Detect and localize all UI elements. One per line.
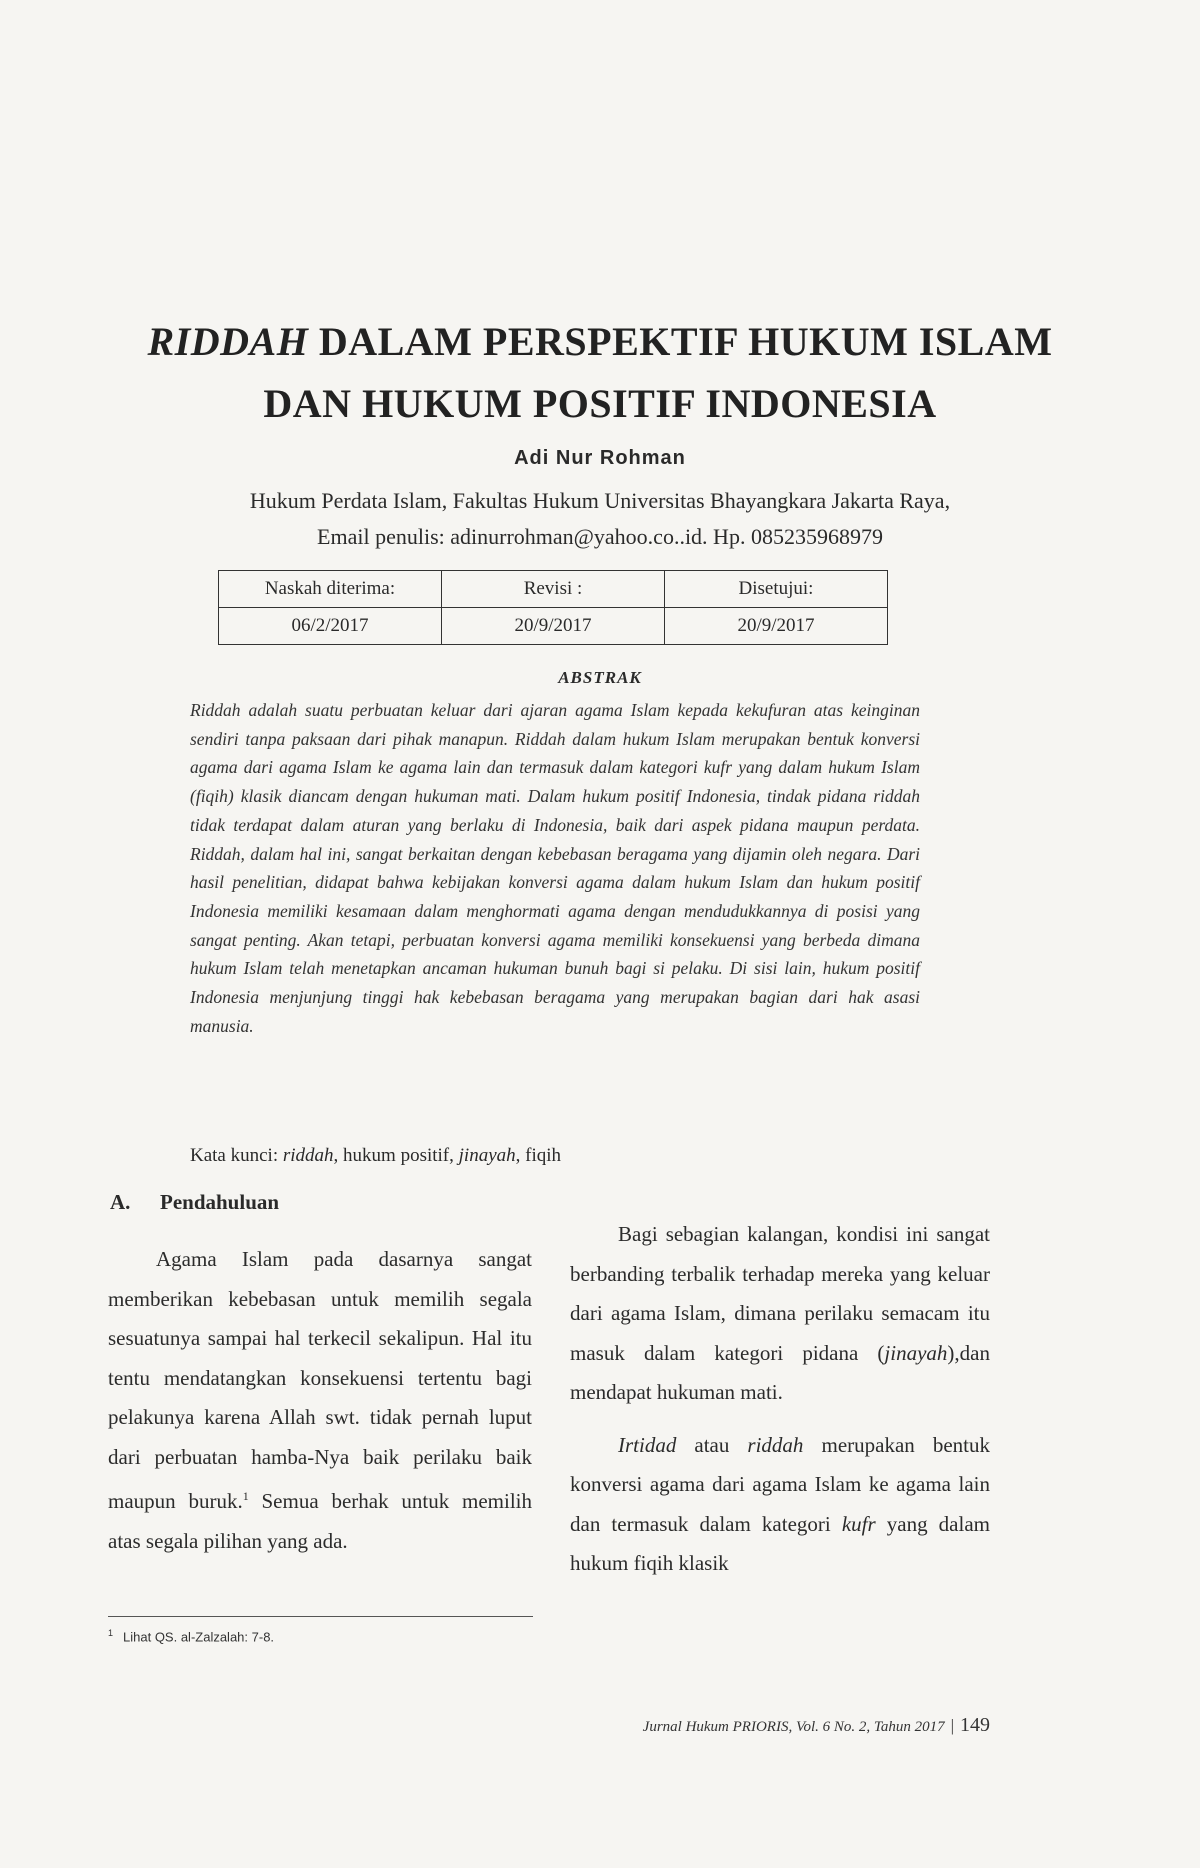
paragraph-text: Bagi sebagian kalangan, kondisi ini sangat berbanding terbalik terhadap mereka yang keluar dari agama Islam, dimana perilaku semacam itu masuk dalam kategori pidana ( bbox=[570, 1222, 990, 1365]
accepted-header: Disetujui: bbox=[665, 571, 888, 608]
keywords-tail: , fiqih bbox=[515, 1145, 562, 1166]
paragraph-text: Agama Islam pada dasarnya sangat memberikan kebebasan untuk memilih segala sesuatunya sampai hal terkecil sekalipun. Hal itu tentu mendatangkan konsekuensi tertentu bagi pelakunya karena Allah swt. tidak pernah luput dari perbuatan hamba-Nya baik perilaku baik maupun buruk. bbox=[108, 1247, 532, 1513]
author-name: Adi Nur Rohman bbox=[514, 447, 686, 469]
received-header: Naskah diterima: bbox=[219, 571, 442, 608]
paragraph-text: merupakan bentuk konversi agama dari agama Islam ke agama lain dan termasuk dalam kategori bbox=[570, 1432, 990, 1536]
body-paragraph bbox=[570, 1426, 990, 1584]
footnote-mark: 1 bbox=[108, 1628, 114, 1638]
section-number: A. bbox=[110, 1190, 131, 1214]
footer-separator: | bbox=[950, 1716, 954, 1735]
footnote-reference[interactable]: 1 bbox=[242, 1489, 249, 1503]
table-header-row bbox=[219, 571, 888, 608]
author-contact: Email penulis: adinurrohman@yahoo.co..id. Hp. 085235968979 bbox=[317, 524, 883, 549]
keywords-label: Kata kunci: bbox=[190, 1145, 283, 1166]
submission-dates-table bbox=[218, 570, 888, 645]
italic-term: jinayah bbox=[884, 1340, 948, 1365]
article-title-line-1 bbox=[100, 318, 1100, 365]
journal-citation: Jurnal Hukum PRIORIS, Vol. 6 No. 2, Tahun 2017 bbox=[642, 1719, 945, 1735]
section-title: Pendahuluan bbox=[160, 1190, 280, 1214]
keyword-riddah: riddah bbox=[282, 1145, 334, 1166]
keywords-separator: , hukum positif, bbox=[333, 1145, 459, 1166]
table-row bbox=[219, 608, 888, 645]
title-italic-term: RIDDAH bbox=[147, 319, 309, 364]
body-paragraph bbox=[108, 1240, 532, 1561]
footnote-divider bbox=[108, 1616, 533, 1617]
keyword-jinayah: jinayah bbox=[458, 1145, 516, 1166]
left-column bbox=[108, 1240, 532, 1561]
article-title-line-2: DAN HUKUM POSITIF INDONESIA bbox=[263, 381, 937, 426]
italic-term: riddah bbox=[747, 1432, 804, 1457]
page-number: 149 bbox=[960, 1714, 990, 1736]
paragraph-text: yang dalam hukum fiqih klasik bbox=[570, 1511, 990, 1575]
right-column bbox=[570, 1215, 990, 1584]
footnote-text: Lihat QS. al-Zalzalah: 7-8. bbox=[123, 1629, 275, 1645]
keywords-line bbox=[190, 1145, 920, 1167]
abstract-text: Riddah adalah suatu perbuatan keluar dari ajaran agama Islam kepada kekufuran atas keinginan sendiri tanpa paksaan dari pihak manapun. Riddah dalam hukum Islam merupakan bentuk konversi agama dari agama Islam ke agama lain dan termasuk dalam kategori kufr yang dalam hukum Islam (fiqih) klasik diancam dengan hukuman mati. Dalam hukum positif Indonesia, tindak pidana riddah tidak terdapat dalam aturan yang berlaku di Indonesia, baik dari aspek pidana maupun perdata. Riddah, dalam hal ini, sangat berkaitan dengan kebebasan beragama yang dijamin oleh negara. Dari hasil penelitian, didapat bahwa kebijakan konversi agama dalam hukum Islam dan hukum positif Indonesia memiliki kesamaan dalam menghormati agama dengan mendudukkannya di posisi yang sangat penting. Akan tetapi, perbuatan konversi agama memiliki konsekuensi yang berbeda dimana hukum Islam telah menetapkan ancaman hukuman bunuh bagi si pelaku. Di sisi lain, hukum positif Indonesia menjunjung tinggi hak kebebasan beragama yang merupakan bagian dari hak asasi manusia. bbox=[190, 700, 920, 1036]
italic-term: kufr bbox=[841, 1511, 876, 1536]
body-paragraph bbox=[570, 1215, 990, 1413]
received-date: 06/2/2017 bbox=[219, 608, 442, 645]
abstract-heading: ABSTRAK bbox=[558, 668, 642, 687]
title-line-1-text: DALAM PERSPEKTIF HUKUM ISLAM bbox=[308, 319, 1053, 364]
paragraph-text: atau bbox=[676, 1432, 748, 1457]
paragraph-text-tail: Semua berhak untuk memilih atas segala pilihan yang ada. bbox=[108, 1489, 532, 1553]
italic-term: Irtidad bbox=[618, 1432, 677, 1457]
paragraph-text: ),dan mendapat hukuman mati. bbox=[570, 1340, 990, 1404]
revised-date: 20/9/2017 bbox=[442, 608, 665, 645]
accepted-date: 20/9/2017 bbox=[665, 608, 888, 645]
footnote bbox=[108, 1628, 274, 1644]
revised-header: Revisi : bbox=[442, 571, 665, 608]
running-footer bbox=[520, 1714, 990, 1737]
author-affiliation: Hukum Perdata Islam, Fakultas Hukum Universitas Bhayangkara Jakarta Raya, bbox=[249, 488, 951, 513]
section-heading bbox=[110, 1190, 279, 1215]
